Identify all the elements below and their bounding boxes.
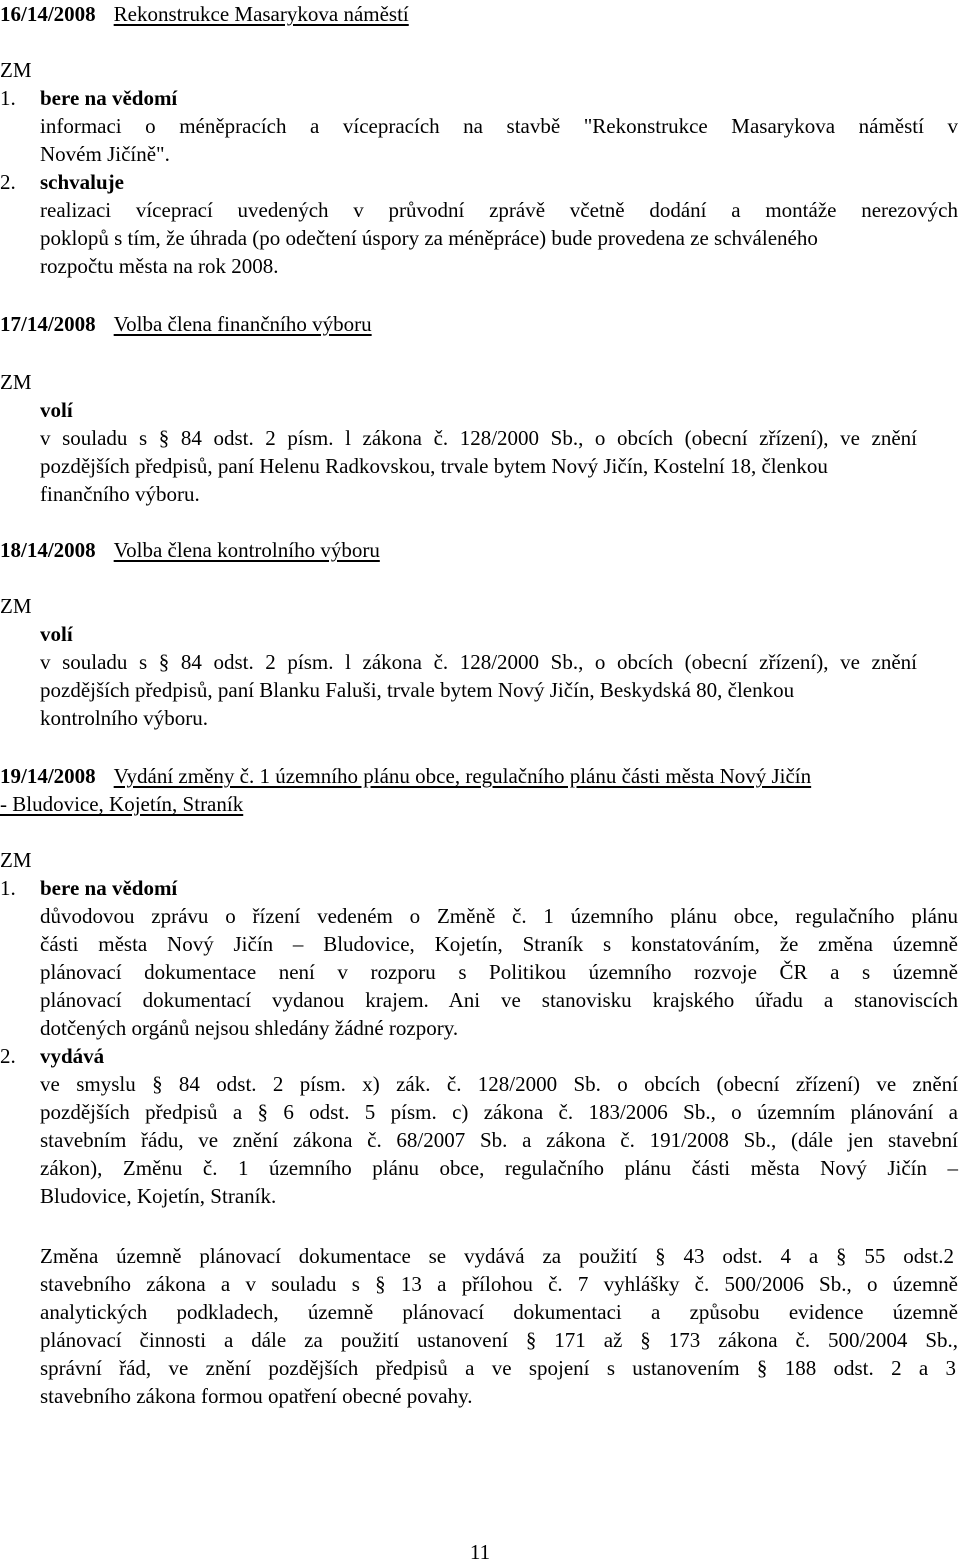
- text-line: v souladu s § 84 odst. 2 písm. l zákona č. 128/2000 Sb., o obcích (obecní zřízení), ve znění: [40, 426, 917, 450]
- text-line: poklopů s tím, že úhrada (po odečtení úspory za méněpráce) bude provedena ze schváleného: [40, 226, 818, 250]
- text-line: stavebního zákona formou opatření obecné povahy.: [40, 1384, 473, 1408]
- point-verb: schvaluje: [40, 170, 124, 194]
- text-line: stavebního zákona a v souladu s § 13 a přílohou č. 7 vyhlášky č. 500/2006 Sb., o územně: [40, 1272, 958, 1296]
- text-line: správní řád, ve znění pozdějších předpisů a ve spojení s ustanovením § 188 odst. 2 a 3: [40, 1356, 956, 1380]
- text-line: zákon), Změnu č. 1 územního plánu obce, regulačního plánu části města Nový Jičín –: [40, 1156, 958, 1180]
- text-line: Novém Jičíně".: [40, 142, 170, 166]
- text-line: pozdějších předpisů a § 6 odst. 5 písm. c) zákona č. 183/2006 Sb., o územním plánování a: [40, 1100, 958, 1124]
- resolution-title: Volba člena kontrolního výboru: [113, 538, 380, 562]
- resolution-verb: volí: [40, 398, 73, 422]
- text-line: ve smyslu § 84 odst. 2 písm. x) zák. č. 128/2000 Sb. o obcích (obecní zřízení) ve znění: [40, 1072, 958, 1096]
- resolution-heading-17: [0, 310, 372, 338]
- resolution-title: Vydání změny č. 1 územního plánu obce, regulačního plánu části města Nový Jičín: [113, 764, 812, 788]
- resolution-title: Rekonstrukce Masarykova náměstí: [113, 2, 409, 26]
- point-number: 1.: [0, 876, 16, 900]
- resolution-heading-18: [0, 536, 380, 564]
- resolution-title: Volba člena finančního výboru: [113, 312, 372, 336]
- text-line: části města Nový Jičín – Bludovice, Kojetín, Straník s konstatováním, že změna územně: [40, 932, 958, 956]
- text-line: plánovací dokumentace není v rozporu s Politikou územního rozvoje ČR a s územně: [40, 960, 958, 984]
- text-line: stavebním řádu, ve znění zákona č. 68/2007 Sb. a zákona č. 191/2008 Sb., (dále jen stavební: [40, 1128, 958, 1152]
- text-line: pozdějších předpisů, paní Blanku Faluši, trvale bytem Nový Jičín, Beskydská 80, členkou: [40, 678, 795, 702]
- body-label: ZM: [0, 594, 32, 618]
- point-verb: bere na vědomí: [40, 876, 178, 900]
- resolution-title-continued: - Bludovice, Kojetín, Straník: [0, 792, 244, 816]
- point-verb: vydává: [40, 1044, 105, 1068]
- point-heading: [0, 1042, 104, 1070]
- text-line: finančního výboru.: [40, 482, 200, 506]
- point-number: 2.: [0, 170, 16, 194]
- body-label: ZM: [0, 848, 32, 872]
- text-line: realizaci víceprací uvedených v průvodní zprávě včetně dodání a montáže nerezových: [40, 198, 958, 222]
- resolution-heading-19: [0, 762, 811, 790]
- point-heading: [0, 874, 177, 902]
- resolution-number: 16/14/2008: [0, 2, 96, 26]
- text-line: rozpočtu města na rok 2008.: [40, 254, 279, 278]
- resolution-heading-16: [0, 0, 409, 28]
- point-heading: [0, 84, 177, 112]
- page-number: 11: [469, 1540, 491, 1564]
- text-line: důvodovou zprávu o řízení vedeném o Změně č. 1 územního plánu obce, regulačního plánu: [40, 904, 958, 928]
- point-number: 1.: [0, 86, 16, 110]
- text-line: informaci o méněpracích a vícepracích na stavbě "Rekonstrukce Masarykova náměstí v: [40, 114, 958, 138]
- body-label: ZM: [0, 58, 32, 82]
- resolution-verb: volí: [40, 622, 73, 646]
- text-line: plánovací dokumentací vydanou krajem. Ani ve stanovisku krajského úřadu a stanoviscích: [40, 988, 958, 1012]
- text-line: plánovací činnosti a dále za použití ustanovení § 171 až § 173 zákona č. 500/2004 Sb.,: [40, 1328, 958, 1352]
- text-line: kontrolního výboru.: [40, 706, 208, 730]
- body-label: ZM: [0, 370, 32, 394]
- text-line: pozdějších předpisů, paní Helenu Radkovskou, trvale bytem Nový Jičín, Kostelní 18, členkou: [40, 454, 828, 478]
- resolution-number: 18/14/2008: [0, 538, 96, 562]
- resolution-number: 19/14/2008: [0, 764, 96, 788]
- point-heading: [0, 168, 124, 196]
- text-line: Změna územně plánovací dokumentace se vydává za použití § 43 odst. 4 a § 55 odst.2: [40, 1244, 954, 1268]
- text-line: Bludovice, Kojetín, Straník.: [40, 1184, 277, 1208]
- text-line: analytických podkladech, územně plánovací dokumentaci a způsobu evidence územně: [40, 1300, 958, 1324]
- text-line: dotčených orgánů nejsou shledány žádné rozpory.: [40, 1016, 459, 1040]
- point-verb: bere na vědomí: [40, 86, 178, 110]
- resolution-number: 17/14/2008: [0, 312, 96, 336]
- text-line: v souladu s § 84 odst. 2 písm. l zákona č. 128/2000 Sb., o obcích (obecní zřízení), ve znění: [40, 650, 917, 674]
- point-number: 2.: [0, 1044, 16, 1068]
